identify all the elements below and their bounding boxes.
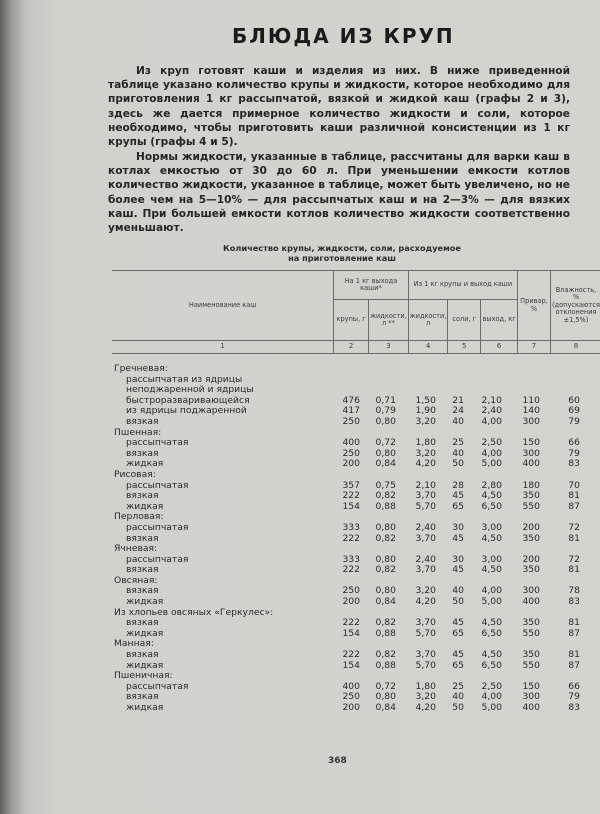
cell-moisture: 78 [568,585,580,597]
cell-liquid-per-kg: 0,88 [375,659,396,671]
col-number: 2 [334,341,369,354]
cell-yield: 6,50 [481,500,502,512]
cell-liquid-per-kg: 0,72 [375,437,396,449]
cell-yield: 4,50 [481,490,502,502]
table-caption [182,243,502,264]
cell-moisture: 81 [568,617,580,629]
cell-liquid: 3,70 [415,490,436,502]
col-number: 4 [408,341,448,354]
cell-liquid: 5,70 [415,500,436,512]
row-variant-label: жидкая [126,659,164,671]
row-variant-label: вязкая [126,564,159,576]
cell-liquid: 4,20 [415,458,436,470]
cell-pripek: 400 [522,596,540,608]
cell-moisture: 81 [568,490,580,502]
cell-moisture: 87 [568,627,580,639]
col-number: 7 [518,341,551,354]
table-row [112,565,600,576]
cell-pripek: 300 [522,691,540,703]
table-row [112,459,600,470]
cell-yield: 4,50 [481,649,502,661]
page-title: БЛЮДА ИЗ КРУП [232,24,455,48]
cell-moisture: 79 [568,415,580,427]
cell-pripek: 140 [522,405,540,417]
cell-salt: 30 [452,553,464,565]
cell-moisture: 66 [568,680,580,692]
cell-liquid-per-kg: 0,82 [375,532,396,544]
header-moisture: Влажность, % (допускаются отклонения ±1,5%) [550,271,600,341]
cell-yield: 5,00 [481,702,502,713]
col-number: 8 [550,341,600,354]
cell-krupa: 250 [342,691,360,703]
cell-liquid: 1,90 [415,405,436,417]
cell-liquid: 2,10 [415,479,436,491]
cell-krupa: 154 [342,500,360,512]
cell-moisture: 60 [568,394,580,406]
cell-salt: 45 [452,490,464,502]
cell-liquid-per-kg: 0,79 [375,405,396,417]
cell-yield: 5,00 [481,458,502,470]
header-group-output: На 1 кг выхода каши* [334,271,409,300]
table-row [112,364,600,375]
cell-yield: 4,50 [481,564,502,576]
cell-moisture: 72 [568,521,580,533]
row-variant-label: вязкая [126,649,159,661]
book-page [42,0,600,814]
header-salt: соли, г [448,300,481,341]
cell-krupa: 200 [342,458,360,470]
cell-yield: 2,50 [481,437,502,449]
cell-salt: 45 [452,617,464,629]
cell-liquid-per-kg: 0,80 [375,553,396,565]
cell-yield: 3,00 [481,553,502,565]
row-variant-label: рассыпчатая [126,479,189,491]
cell-krupa: 222 [342,564,360,576]
cell-krupa: 222 [342,532,360,544]
cell-moisture: 81 [568,564,580,576]
cell-moisture: 87 [568,500,580,512]
row-variant-label: жидкая [126,458,164,470]
cell-pripek: 550 [522,500,540,512]
cell-pripek: 400 [522,702,540,713]
cell-salt: 28 [452,479,464,491]
row-variant-label: из ядрицы поджаренной [126,405,247,417]
cell-salt: 65 [452,659,464,671]
cell-salt: 50 [452,702,464,713]
cell-moisture: 83 [568,458,580,470]
row-group-label: Из хлопьев овсяных «Геркулес»: [114,606,274,618]
row-variant-label: жидкая [126,627,164,639]
cell-liquid: 5,70 [415,627,436,639]
header-yield: выход, кг [481,300,518,341]
cell-yield: 5,00 [481,596,502,608]
cell-pripek: 350 [522,564,540,576]
cell-moisture: 81 [568,649,580,661]
table-row [112,523,600,534]
cell-liquid-per-kg: 0,80 [375,585,396,597]
row-group-label: Перловая: [114,511,164,523]
cell-liquid: 2,40 [415,521,436,533]
cell-moisture: 72 [568,553,580,565]
cell-pripek: 400 [522,458,540,470]
table-row [112,661,600,672]
row-variant-label: вязкая [126,532,159,544]
table-caption-line-2: на приготовление каш [288,253,396,264]
cell-yield: 4,00 [481,447,502,459]
cell-yield: 4,50 [481,532,502,544]
cell-krupa: 333 [342,553,360,565]
header-liquid-2: жидкости, л [408,300,448,341]
row-group-label: Манная: [114,638,154,650]
cell-liquid: 3,20 [415,447,436,459]
cell-pripek: 200 [522,553,540,565]
row-variant-label: вязкая [126,447,159,459]
table-caption-line-1: Количество крупы, жидкости, соли, расходуемое [223,243,461,253]
cell-liquid: 1,80 [415,437,436,449]
table-row [112,417,600,428]
cell-liquid: 4,20 [415,702,436,713]
row-variant-label: неподжаренной и ядрицы [126,384,254,396]
cell-liquid-per-kg: 0,71 [375,394,396,406]
row-variant-label: жидкая [126,702,164,713]
cell-liquid: 3,70 [415,649,436,661]
cell-salt: 40 [452,691,464,703]
cell-yield: 4,00 [481,415,502,427]
header-pripek: Привар, % [518,271,551,341]
row-variant-label: быстроразваривающейся [126,394,250,406]
cell-yield: 2,80 [481,479,502,491]
cell-pripek: 350 [522,532,540,544]
cell-krupa: 417 [342,405,360,417]
cell-krupa: 357 [342,479,360,491]
cell-yield: 6,50 [481,627,502,639]
cell-salt: 40 [452,447,464,459]
cell-krupa: 250 [342,447,360,459]
cell-pripek: 150 [522,437,540,449]
cell-liquid: 1,50 [415,394,436,406]
cell-krupa: 400 [342,437,360,449]
cell-moisture: 87 [568,659,580,671]
cell-moisture: 81 [568,532,580,544]
cell-pripek: 150 [522,680,540,692]
intro-paragraph: Из круп готовят каши и изделия из них. В ниже приведенной таблице указано количество крупы и жидкости, которое необходимо для приготовления 1 кг рассыпчатой, вязкой и жидкой каш (графы 2 и 3), здесь же дается примерное количество жидкости и соли, которое необходимо, чтобы приготовить каши различной консистенции из 1 кг крупы (графы 4 и 5). [108,65,570,149]
row-variant-label: рассыпчатая [126,553,189,565]
cell-liquid-per-kg: 0,80 [375,447,396,459]
row-variant-label: жидкая [126,596,164,608]
cell-liquid-per-kg: 0,84 [375,458,396,470]
cell-liquid-per-kg: 0,80 [375,415,396,427]
cell-yield: 4,50 [481,617,502,629]
cell-liquid: 5,70 [415,659,436,671]
cell-liquid-per-kg: 0,88 [375,500,396,512]
cell-moisture: 79 [568,447,580,459]
norms-paragraph: Нормы жидкости, указанные в таблице, рассчитаны для варки каш в котлах емкостью от 30 до 60 л. При уменьшении емкости котлов количество жидкости, указанное в таблице, может быть увеличено, но не более чем на 5—10% — для рассыпчатых каш и на 2—3% — для вязких каш. При большей емкости котлов количество жидкости соответственно уменьшают. [108,151,570,235]
row-variant-label: жидкая [126,500,164,512]
cell-salt: 40 [452,415,464,427]
cell-pripek: 550 [522,627,540,639]
col-number: 6 [481,341,518,354]
header-group-per-kg: Из 1 кг крупы и выход каши [408,271,517,300]
cell-pripek: 200 [522,521,540,533]
row-group-label: Овсяная: [114,574,158,586]
cell-krupa: 222 [342,617,360,629]
cell-liquid: 3,20 [415,415,436,427]
cell-salt: 21 [452,394,464,406]
cell-liquid: 4,20 [415,596,436,608]
cell-pripek: 300 [522,585,540,597]
cell-moisture: 66 [568,437,580,449]
cell-salt: 45 [452,564,464,576]
table-header [112,270,600,354]
row-variant-label: рассыпчатая из ядрицы [126,373,243,385]
cell-liquid: 2,40 [415,553,436,565]
cell-moisture: 69 [568,405,580,417]
cell-salt: 45 [452,532,464,544]
cell-salt: 40 [452,585,464,597]
cell-salt: 24 [452,405,464,417]
cell-salt: 50 [452,596,464,608]
cell-moisture: 79 [568,691,580,703]
row-variant-label: вязкая [126,585,159,597]
cell-krupa: 400 [342,680,360,692]
cell-pripek: 180 [522,479,540,491]
row-variant-label: вязкая [126,617,159,629]
cell-pripek: 110 [522,394,540,406]
col-number: 1 [112,341,334,354]
cell-pripek: 350 [522,617,540,629]
row-variant-label: рассыпчатая [126,521,189,533]
cell-yield: 2,10 [481,394,502,406]
cell-liquid: 3,70 [415,617,436,629]
cell-krupa: 250 [342,585,360,597]
row-variant-label: вязкая [126,490,159,502]
header-column-numbers [112,341,600,354]
cell-salt: 30 [452,521,464,533]
cell-liquid-per-kg: 0,84 [375,702,396,713]
header-name: Наименование каш [112,271,334,341]
cell-salt: 25 [452,680,464,692]
cell-pripek: 350 [522,490,540,502]
cell-pripek: 300 [522,415,540,427]
cell-yield: 6,50 [481,659,502,671]
cell-liquid-per-kg: 0,82 [375,564,396,576]
cell-krupa: 154 [342,627,360,639]
cell-liquid-per-kg: 0,88 [375,627,396,639]
cell-liquid-per-kg: 0,75 [375,479,396,491]
cell-krupa: 476 [342,394,360,406]
cell-liquid-per-kg: 0,82 [375,617,396,629]
cell-pripek: 550 [522,659,540,671]
header-krupa: крупы, г [334,300,369,341]
row-group-label: Ячневая: [114,543,158,555]
table-row [112,534,600,545]
row-variant-label: рассыпчатая [126,437,189,449]
cell-krupa: 200 [342,596,360,608]
cell-krupa: 222 [342,490,360,502]
cell-krupa: 333 [342,521,360,533]
cell-liquid: 3,20 [415,585,436,597]
row-group-label: Пшеничная: [114,670,173,682]
cell-moisture: 83 [568,702,580,713]
cell-pripek: 300 [522,447,540,459]
table-row [112,703,600,714]
cell-krupa: 222 [342,649,360,661]
cell-liquid-per-kg: 0,80 [375,691,396,703]
cell-moisture: 70 [568,479,580,491]
cell-salt: 25 [452,437,464,449]
col-number: 5 [448,341,481,354]
cell-moisture: 83 [568,596,580,608]
cell-krupa: 154 [342,659,360,671]
cell-krupa: 250 [342,415,360,427]
row-variant-label: вязкая [126,691,159,703]
cell-yield: 3,00 [481,521,502,533]
row-group-label: Рисовая: [114,468,156,480]
row-variant-label: вязкая [126,415,159,427]
header-liquid-1: жидкости, л ** [369,300,409,341]
cell-salt: 65 [452,627,464,639]
cell-pripek: 350 [522,649,540,661]
cell-liquid-per-kg: 0,72 [375,680,396,692]
cell-salt: 65 [452,500,464,512]
cell-krupa: 200 [342,702,360,713]
row-variant-label: рассыпчатая [126,680,189,692]
cell-yield: 4,00 [481,585,502,597]
cell-liquid: 3,20 [415,691,436,703]
cell-liquid-per-kg: 0,82 [375,649,396,661]
cell-liquid: 1,80 [415,680,436,692]
cell-yield: 4,00 [481,691,502,703]
cell-yield: 2,40 [481,405,502,417]
book-spine-shadow [0,0,38,814]
cell-salt: 50 [452,458,464,470]
page-number: 368 [328,756,347,766]
cell-liquid-per-kg: 0,80 [375,521,396,533]
table-row [112,502,600,513]
cell-liquid: 3,70 [415,564,436,576]
cell-liquid: 3,70 [415,532,436,544]
cell-liquid-per-kg: 0,84 [375,596,396,608]
cell-salt: 45 [452,649,464,661]
table-row [112,470,600,481]
row-group-label: Пшенная: [114,426,162,438]
row-group-label: Гречневая: [114,363,168,374]
cell-yield: 2,50 [481,680,502,692]
col-number: 3 [369,341,409,354]
cell-liquid-per-kg: 0,82 [375,490,396,502]
table-row [112,629,600,640]
table-body [112,364,600,714]
